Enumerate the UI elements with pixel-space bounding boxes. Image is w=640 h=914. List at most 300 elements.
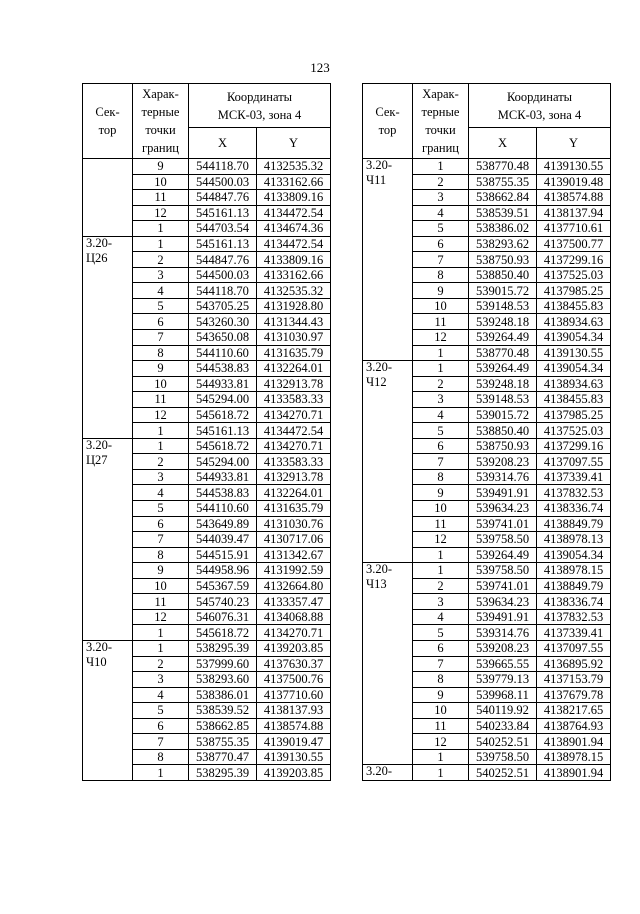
y-coordinate-cell: 4138455.83 xyxy=(537,392,611,408)
x-coordinate-cell: 539758.50 xyxy=(469,532,537,548)
y-coordinate-cell: 4137710.61 xyxy=(537,221,611,237)
table-row xyxy=(83,330,331,346)
y-coordinate-cell: 4133162.66 xyxy=(257,267,331,283)
x-coordinate-cell: 539779.13 xyxy=(469,672,537,688)
point-number-cell: 8 xyxy=(413,267,469,283)
point-number-cell: 1 xyxy=(413,547,469,563)
point-number-cell: 3 xyxy=(413,190,469,206)
sector-header xyxy=(83,84,133,159)
table-row xyxy=(83,485,331,501)
sector-cell xyxy=(83,283,133,299)
sector-cell xyxy=(363,640,413,656)
point-number-cell: 5 xyxy=(413,423,469,439)
y-coordinate-cell: 4137525.03 xyxy=(537,423,611,439)
sector-header-text: Сек- тор xyxy=(95,105,120,137)
table-row xyxy=(83,298,331,314)
point-number-cell: 1 xyxy=(133,765,189,781)
table-row xyxy=(83,765,331,781)
sector-cell xyxy=(83,563,133,579)
point-number-cell: 10 xyxy=(133,376,189,392)
sector-cell xyxy=(83,174,133,190)
y-coordinate-cell: 4131992.59 xyxy=(257,563,331,579)
x-coordinate-cell: 545618.72 xyxy=(189,407,257,423)
x-coordinate-cell: 543649.89 xyxy=(189,516,257,532)
table-row xyxy=(363,283,611,299)
x-coordinate-cell: 540252.51 xyxy=(469,734,537,750)
x-coordinate-cell: 545161.13 xyxy=(189,205,257,221)
y-coordinate-cell: 4132535.32 xyxy=(257,283,331,299)
table-row xyxy=(83,656,331,672)
table-row xyxy=(83,283,331,299)
table-row xyxy=(83,159,331,175)
point-number-cell: 9 xyxy=(133,361,189,377)
sector-cell xyxy=(83,672,133,688)
point-number-cell: 3 xyxy=(133,267,189,283)
x-coordinate-cell: 544847.76 xyxy=(189,252,257,268)
page-number: 123 xyxy=(310,60,330,75)
x-coordinate-cell: 538295.39 xyxy=(189,765,257,781)
x-coordinate-cell: 538850.40 xyxy=(469,267,537,283)
y-coordinate-cell: 4139130.55 xyxy=(537,345,611,361)
x-coordinate-cell: 544500.03 xyxy=(189,174,257,190)
y-coordinate-cell: 4131344.43 xyxy=(257,314,331,330)
sector-cell: 3.20- xyxy=(363,765,413,781)
y-coordinate-cell: 4134068.88 xyxy=(257,609,331,625)
sector-cell xyxy=(83,718,133,734)
table-row xyxy=(83,252,331,268)
table-row xyxy=(83,547,331,563)
table-row xyxy=(83,438,331,454)
table-row xyxy=(83,469,331,485)
point-number-cell: 2 xyxy=(133,454,189,470)
y-coordinate-cell: 4131635.79 xyxy=(257,501,331,517)
x-coordinate-cell: 544847.76 xyxy=(189,190,257,206)
sector-cell xyxy=(363,485,413,501)
table-row xyxy=(363,640,611,656)
table-row xyxy=(363,672,611,688)
table-row xyxy=(363,765,611,781)
x-coordinate-cell: 540233.84 xyxy=(469,718,537,734)
sector-cell xyxy=(83,330,133,346)
table-row xyxy=(363,376,611,392)
x-coordinate-cell: 539264.49 xyxy=(469,547,537,563)
y-coordinate-cell: 4138137.93 xyxy=(257,703,331,719)
coordinates-table-right xyxy=(362,83,611,781)
sector-cell xyxy=(363,392,413,408)
y-coordinate-cell: 4137630.37 xyxy=(257,656,331,672)
table-row xyxy=(363,345,611,361)
point-number-cell: 6 xyxy=(133,516,189,532)
y-coordinate-cell: 4138978.15 xyxy=(537,749,611,765)
table-row xyxy=(83,734,331,750)
sector-cell: 3.20- xyxy=(363,563,413,579)
y-coordinate-cell: 4137710.60 xyxy=(257,687,331,703)
sector-cell xyxy=(83,547,133,563)
point-number-cell: 4 xyxy=(413,407,469,423)
x-coordinate-cell: 539634.23 xyxy=(469,594,537,610)
point-number-cell: 2 xyxy=(133,252,189,268)
point-number-cell: 11 xyxy=(133,594,189,610)
table-row xyxy=(363,267,611,283)
table-row xyxy=(83,267,331,283)
sector-cell xyxy=(363,314,413,330)
point-number-cell: 7 xyxy=(133,532,189,548)
point-number-cell: 6 xyxy=(413,438,469,454)
y-coordinate-cell: 4136895.92 xyxy=(537,656,611,672)
sector-cell xyxy=(83,423,133,439)
x-coordinate-cell: 544703.54 xyxy=(189,221,257,237)
sector-cell: Ц26 xyxy=(83,252,133,268)
point-number-cell: 8 xyxy=(133,749,189,765)
sector-header-text: Сек- тор xyxy=(375,105,400,137)
point-number-cell: 5 xyxy=(133,501,189,517)
y-coordinate-cell: 4133809.16 xyxy=(257,252,331,268)
x-coordinate-cell: 545618.72 xyxy=(189,625,257,641)
sector-header xyxy=(363,84,413,159)
table-row xyxy=(363,298,611,314)
coords-header-text: Координаты МСК-03, зона 4 xyxy=(497,89,582,122)
y-coordinate-cell: 4131928.80 xyxy=(257,298,331,314)
x-coordinate-cell: 539264.49 xyxy=(469,361,537,377)
x-coordinate-cell: 537999.60 xyxy=(189,656,257,672)
y-coordinate-cell: 4134472.54 xyxy=(257,236,331,252)
x-coordinate-cell: 544500.03 xyxy=(189,267,257,283)
x-coordinate-cell: 538770.47 xyxy=(189,749,257,765)
table-row xyxy=(83,236,331,252)
table-row xyxy=(363,703,611,719)
table-row xyxy=(363,718,611,734)
x-coordinate-cell: 544538.83 xyxy=(189,485,257,501)
y-coordinate-cell: 4137525.03 xyxy=(537,267,611,283)
y-coordinate-cell: 4132664.80 xyxy=(257,578,331,594)
y-coordinate-cell: 4134270.71 xyxy=(257,438,331,454)
sector-cell xyxy=(363,423,413,439)
y-coordinate-cell: 4139054.34 xyxy=(537,330,611,346)
table-row xyxy=(363,532,611,548)
x-coordinate-cell: 538293.62 xyxy=(469,236,537,252)
point-number-cell: 3 xyxy=(413,392,469,408)
point-number-cell: 9 xyxy=(133,159,189,175)
table-row xyxy=(363,454,611,470)
sector-cell xyxy=(83,469,133,485)
point-number-cell: 2 xyxy=(133,656,189,672)
x-coordinate-cell: 544110.60 xyxy=(189,501,257,517)
sector-cell: Ч13 xyxy=(363,578,413,594)
x-coordinate-cell: 539248.18 xyxy=(469,376,537,392)
point-number-cell: 8 xyxy=(133,345,189,361)
x-coordinate-cell: 539148.53 xyxy=(469,392,537,408)
point-number-cell: 9 xyxy=(413,687,469,703)
left-table-body xyxy=(83,159,331,781)
x-header: X xyxy=(469,128,537,159)
point-number-cell: 4 xyxy=(133,687,189,703)
table-row xyxy=(83,687,331,703)
table-row xyxy=(83,205,331,221)
x-coordinate-cell: 539758.50 xyxy=(469,563,537,579)
sector-cell xyxy=(363,345,413,361)
coordinates-table-left xyxy=(82,83,331,781)
y-coordinate-cell: 4139203.85 xyxy=(257,765,331,781)
table-row xyxy=(83,190,331,206)
point-number-cell: 1 xyxy=(133,236,189,252)
y-coordinate-cell: 4139019.47 xyxy=(257,734,331,750)
x-coordinate-cell: 538662.85 xyxy=(189,718,257,734)
sector-cell xyxy=(363,267,413,283)
point-number-cell: 8 xyxy=(133,547,189,563)
points-header-text: Харак- терные точки границ xyxy=(421,87,460,155)
table-row xyxy=(363,625,611,641)
sector-cell xyxy=(83,298,133,314)
x-coordinate-cell: 539208.23 xyxy=(469,454,537,470)
x-coordinate-cell: 539758.50 xyxy=(469,749,537,765)
point-number-cell: 3 xyxy=(133,469,189,485)
sector-cell xyxy=(363,672,413,688)
y-coordinate-cell: 4131030.97 xyxy=(257,330,331,346)
x-coordinate-cell: 538755.35 xyxy=(469,174,537,190)
x-coordinate-cell: 544039.47 xyxy=(189,532,257,548)
y-coordinate-cell: 4131030.76 xyxy=(257,516,331,532)
point-number-cell: 1 xyxy=(133,221,189,237)
sector-cell xyxy=(83,392,133,408)
table-row xyxy=(83,516,331,532)
table-row xyxy=(363,159,611,175)
table-row xyxy=(83,640,331,656)
sector-cell: 3.20- xyxy=(83,236,133,252)
sector-cell xyxy=(363,718,413,734)
sector-cell xyxy=(363,190,413,206)
x-coordinate-cell: 538850.40 xyxy=(469,423,537,439)
x-coordinate-cell: 545294.00 xyxy=(189,392,257,408)
y-coordinate-cell: 4137153.79 xyxy=(537,672,611,688)
sector-cell xyxy=(83,501,133,517)
sector-cell xyxy=(83,578,133,594)
y-coordinate-cell: 4138934.63 xyxy=(537,314,611,330)
x-coordinate-cell: 540119.92 xyxy=(469,703,537,719)
table-row xyxy=(363,563,611,579)
table-row xyxy=(363,221,611,237)
table-row xyxy=(363,314,611,330)
x-coordinate-cell: 538750.93 xyxy=(469,438,537,454)
y-coordinate-cell: 4138217.65 xyxy=(537,703,611,719)
table-row xyxy=(83,578,331,594)
point-number-cell: 1 xyxy=(133,423,189,439)
point-number-cell: 1 xyxy=(133,625,189,641)
point-number-cell: 6 xyxy=(133,718,189,734)
y-coordinate-cell: 4130717.06 xyxy=(257,532,331,548)
x-coordinate-cell: 539491.91 xyxy=(469,485,537,501)
y-coordinate-cell: 4137339.41 xyxy=(537,469,611,485)
sector-cell xyxy=(363,547,413,563)
y-coordinate-cell: 4138978.13 xyxy=(537,532,611,548)
y-coordinate-cell: 4133357.47 xyxy=(257,594,331,610)
y-coordinate-cell: 4139130.55 xyxy=(257,749,331,765)
table-row xyxy=(363,392,611,408)
y-coordinate-cell: 4132264.01 xyxy=(257,485,331,501)
y-coordinate-cell: 4138978.15 xyxy=(537,563,611,579)
sector-cell: Ч11 xyxy=(363,174,413,190)
sector-cell xyxy=(83,361,133,377)
table-row xyxy=(363,252,611,268)
sector-cell xyxy=(83,267,133,283)
x-coordinate-cell: 538770.48 xyxy=(469,345,537,361)
y-coordinate-cell: 4131635.79 xyxy=(257,345,331,361)
y-coordinate-cell: 4138574.88 xyxy=(537,190,611,206)
points-header xyxy=(413,84,469,159)
point-number-cell: 5 xyxy=(133,298,189,314)
x-coordinate-cell: 538770.48 xyxy=(469,159,537,175)
y-coordinate-cell: 4137299.16 xyxy=(537,252,611,268)
table-row xyxy=(363,547,611,563)
table-row xyxy=(363,361,611,377)
point-number-cell: 11 xyxy=(413,718,469,734)
y-coordinate-cell: 4138137.94 xyxy=(537,205,611,221)
y-coordinate-cell: 4139203.85 xyxy=(257,640,331,656)
table-row xyxy=(83,314,331,330)
table-row xyxy=(83,423,331,439)
y-coordinate-cell: 4138336.74 xyxy=(537,501,611,517)
table-row xyxy=(83,625,331,641)
table-row xyxy=(83,609,331,625)
table-row xyxy=(363,516,611,532)
x-coordinate-cell: 538755.35 xyxy=(189,734,257,750)
point-number-cell: 11 xyxy=(133,392,189,408)
y-coordinate-cell: 4133583.33 xyxy=(257,454,331,470)
sector-cell xyxy=(363,749,413,765)
x-coordinate-cell: 538662.84 xyxy=(469,190,537,206)
x-coordinate-cell: 540252.51 xyxy=(469,765,537,781)
point-number-cell: 10 xyxy=(133,174,189,190)
y-header: Y xyxy=(257,128,331,159)
y-coordinate-cell: 4138849.79 xyxy=(537,578,611,594)
sector-cell xyxy=(83,376,133,392)
point-number-cell: 1 xyxy=(413,749,469,765)
table-row xyxy=(83,532,331,548)
x-coordinate-cell: 545161.13 xyxy=(189,236,257,252)
point-number-cell: 5 xyxy=(413,625,469,641)
point-number-cell: 9 xyxy=(413,283,469,299)
point-number-cell: 5 xyxy=(133,703,189,719)
point-number-cell: 12 xyxy=(413,532,469,548)
point-number-cell: 1 xyxy=(413,563,469,579)
x-coordinate-cell: 538750.93 xyxy=(469,252,537,268)
x-coordinate-cell: 539634.23 xyxy=(469,501,537,517)
point-number-cell: 6 xyxy=(413,640,469,656)
point-number-cell: 2 xyxy=(413,376,469,392)
y-coordinate-cell: 4133583.33 xyxy=(257,392,331,408)
y-coordinate-cell: 4138934.63 xyxy=(537,376,611,392)
y-coordinate-cell: 4137832.53 xyxy=(537,609,611,625)
table-row xyxy=(83,376,331,392)
sector-cell xyxy=(363,687,413,703)
sector-cell xyxy=(83,221,133,237)
x-coordinate-cell: 545740.23 xyxy=(189,594,257,610)
point-number-cell: 5 xyxy=(413,221,469,237)
sector-cell xyxy=(83,407,133,423)
y-coordinate-cell: 4138901.94 xyxy=(537,765,611,781)
point-number-cell: 12 xyxy=(133,609,189,625)
point-number-cell: 1 xyxy=(413,159,469,175)
point-number-cell: 4 xyxy=(133,485,189,501)
x-coordinate-cell: 546076.31 xyxy=(189,609,257,625)
table-row xyxy=(363,236,611,252)
table-row xyxy=(363,423,611,439)
x-coordinate-cell: 543650.08 xyxy=(189,330,257,346)
table-row xyxy=(83,221,331,237)
sector-cell: Ч10 xyxy=(83,656,133,672)
point-number-cell: 8 xyxy=(413,469,469,485)
table-row xyxy=(83,407,331,423)
point-number-cell: 12 xyxy=(133,407,189,423)
sector-cell xyxy=(363,298,413,314)
sector-cell xyxy=(363,703,413,719)
point-number-cell: 9 xyxy=(133,563,189,579)
sector-cell: 3.20- xyxy=(83,438,133,454)
sector-cell xyxy=(363,283,413,299)
point-number-cell: 1 xyxy=(413,361,469,377)
x-coordinate-cell: 539665.55 xyxy=(469,656,537,672)
point-number-cell: 10 xyxy=(413,298,469,314)
table-row xyxy=(363,687,611,703)
sector-cell xyxy=(83,609,133,625)
table-row xyxy=(363,656,611,672)
table-row xyxy=(363,485,611,501)
sector-cell xyxy=(83,734,133,750)
y-coordinate-cell: 4134674.36 xyxy=(257,221,331,237)
y-coordinate-cell: 4132264.01 xyxy=(257,361,331,377)
y-coordinate-cell: 4133162.66 xyxy=(257,174,331,190)
x-coordinate-cell: 544933.81 xyxy=(189,376,257,392)
table-row xyxy=(83,594,331,610)
x-coordinate-cell: 539148.53 xyxy=(469,298,537,314)
x-coordinate-cell: 544118.70 xyxy=(189,283,257,299)
x-coordinate-cell: 544958.96 xyxy=(189,563,257,579)
sector-cell xyxy=(363,532,413,548)
table-row xyxy=(363,190,611,206)
x-coordinate-cell: 538386.02 xyxy=(469,221,537,237)
sector-cell xyxy=(83,625,133,641)
table-row xyxy=(363,749,611,765)
table-row xyxy=(363,734,611,750)
table-row xyxy=(363,609,611,625)
table-row xyxy=(363,174,611,190)
point-number-cell: 10 xyxy=(413,703,469,719)
sector-cell: 3.20- xyxy=(83,640,133,656)
sector-cell: Ц27 xyxy=(83,454,133,470)
right-table-body xyxy=(363,159,611,781)
sector-cell xyxy=(83,516,133,532)
x-coordinate-cell: 538386.01 xyxy=(189,687,257,703)
table-row xyxy=(363,407,611,423)
table-row xyxy=(83,563,331,579)
sector-cell xyxy=(363,516,413,532)
sector-cell xyxy=(363,330,413,346)
table-row xyxy=(363,205,611,221)
y-coordinate-cell: 4138764.93 xyxy=(537,718,611,734)
table-row xyxy=(363,469,611,485)
y-coordinate-cell: 4137097.55 xyxy=(537,454,611,470)
coords-header-text: Координаты МСК-03, зона 4 xyxy=(217,89,302,122)
sector-cell xyxy=(83,205,133,221)
sector-cell xyxy=(83,314,133,330)
y-coordinate-cell: 4134472.54 xyxy=(257,423,331,439)
y-coordinate-cell: 4137500.76 xyxy=(257,672,331,688)
x-coordinate-cell: 539741.01 xyxy=(469,578,537,594)
coords-header xyxy=(189,84,331,128)
point-number-cell: 8 xyxy=(413,672,469,688)
y-coordinate-cell: 4138455.83 xyxy=(537,298,611,314)
sector-cell xyxy=(83,532,133,548)
sector-cell xyxy=(363,625,413,641)
